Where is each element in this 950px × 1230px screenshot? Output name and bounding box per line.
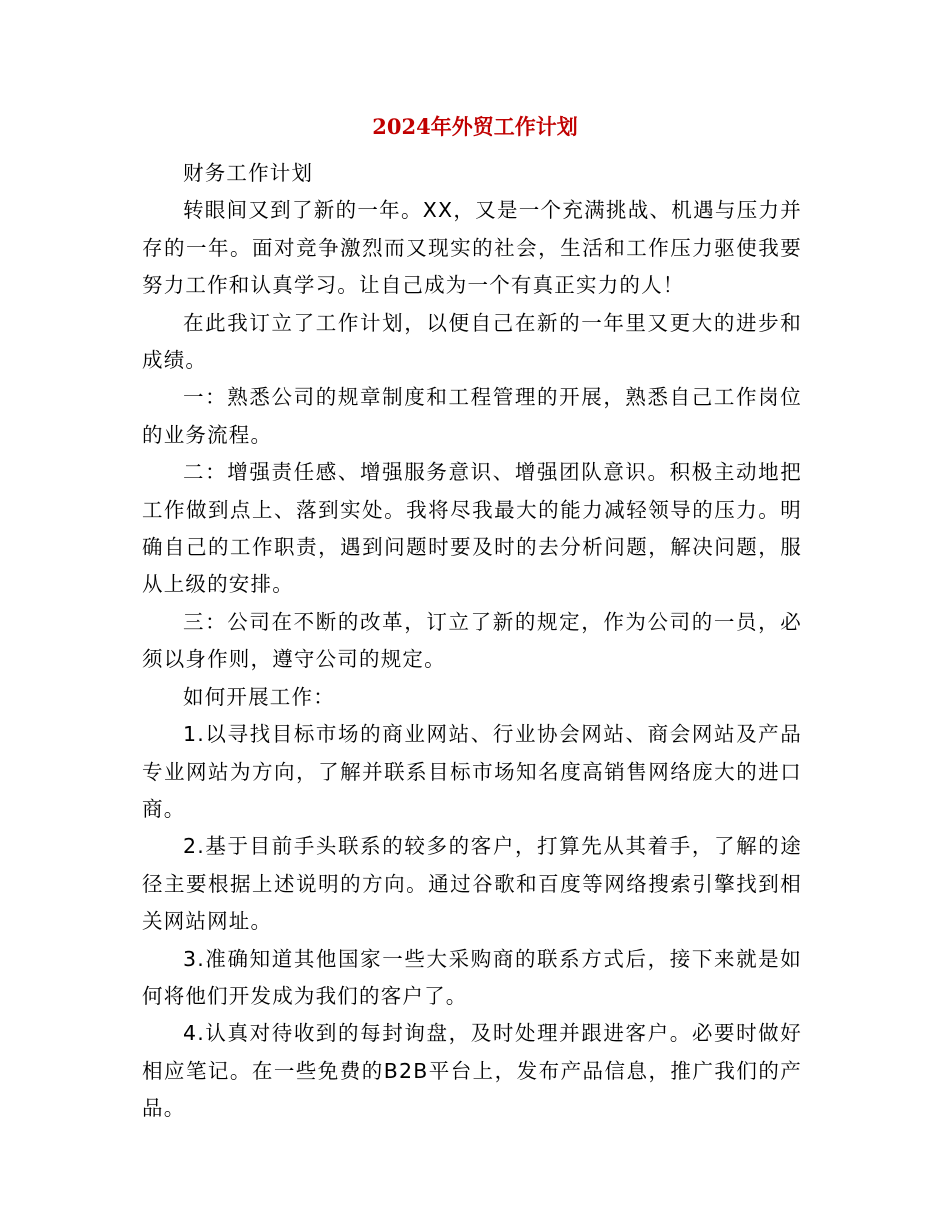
document-body [142,155,802,1128]
paragraph-how-to: 如何开展工作： [183,684,335,709]
paragraph-step-2: 2.基于目前手头联系的较多的客户，打算先从其着手，了解的途径主要根据上述说明的方向。通过谷歌和百度等网络搜索引擎找到相关网站网址。 [142,834,802,934]
paragraph-point-1: 一：熟悉公司的规章制度和工程管理的开展，熟悉自己工作岗位的业务流程。 [142,385,802,447]
paragraph-point-2: 二：增强责任感、增强服务意识、增强团队意识。积极主动地把工作做到点上、落到实处。我将尽我最大的能力减轻领导的压力。明确自己的工作职责，遇到问题时要及时的去分析问题，解决问题，服从上级的安排。 [142,460,802,597]
document-title: 2024年外贸工作计划 [372,114,578,139]
paragraph-intro: 转眼间又到了新的一年。XX，又是一个充满挑战、机遇与压力并存的一年。面对竞争激烈而又现实的社会，生活和工作压力驱使我要努力工作和认真学习。让自己成为一个有真正实力的人！ [142,198,802,298]
paragraph-plan: 在此我订立了工作计划，以便自己在新的一年里又更大的进步和成绩。 [142,310,802,373]
paragraph-step-1: 1.以寻找目标市场的商业网站、行业协会网站、商会网站及产品专业网站为方向，了解并联系目标市场知名度高销售网络庞大的进口商。 [142,722,802,821]
paragraph-heading: 财务工作计划 [183,161,314,185]
paragraph-point-3: 三：公司在不断的改革，订立了新的规定，作为公司的一员，必须以身作则，遵守公司的规定。 [142,609,802,672]
paragraph-step-4: 4.认真对待收到的每封询盘，及时处理并跟进客户。必要时做好相应笔记。在一些免费的B2B平台上，发布产品信息，推广我们的产品。 [142,1021,802,1121]
paragraph-step-3: 3.准确知道其他国家一些大采购商的联系方式后，接下来就是如何将他们开发成为我们的客户了。 [142,946,802,1008]
